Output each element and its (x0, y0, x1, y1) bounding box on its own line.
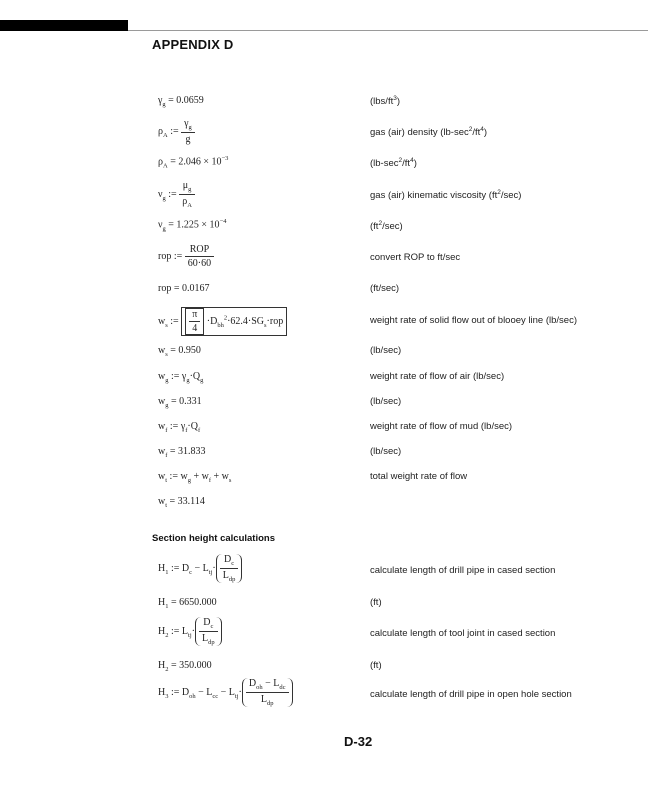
equation-description: calculate length of drill pipe in cased section (370, 565, 556, 576)
section-heading: Section height calculations (152, 533, 275, 544)
equation-description: $(ft^2/\sec)$ (370, 220, 403, 233)
equation: $w_f$ := $\gamma_f\cdot Q_f$ (158, 421, 201, 434)
equation-description (370, 95, 400, 107)
equation: $w_s = 0.950$ (158, 345, 201, 358)
equation-description: gas (air) density $(lb-\sec^2/ft^4)$ (370, 126, 488, 139)
equation-description: calculate length of tool joint in cased section (370, 628, 556, 639)
equation: $\rho_A = 2.046 \times 10^{-3}$ (158, 155, 229, 170)
equation-description: weight rate of solid flow out of blooey line (lb/sec) (370, 315, 577, 326)
page-title: APPENDIX D (152, 37, 234, 52)
equation-description: calculate length of drill pipe in open hole section (370, 689, 572, 700)
equation: $\nu_g$ := $\frac{\mu_g}{\rho_A}$ (158, 180, 195, 209)
equation: $w_f = 31.833$ (158, 446, 206, 459)
equation: $w_s$ := $\frac{\pi}{4}$ $\cdot D_{bh}^2\cdot 62.4\cdot SG_s\cdot rop$ (158, 307, 287, 336)
equation-description: (ft) (370, 660, 382, 671)
equation-description: total weight rate of flow (370, 471, 468, 482)
equation: $\nu_g = 1.225 \times 10^{-4}$ (158, 218, 227, 233)
equation: $\gamma_g = 0.0659$ (158, 95, 204, 108)
equation: $H_1$ := $D_c - L_{tj}\cdot$ $\frac{D_c}{L_{dp}}$ (158, 554, 242, 583)
equation: $H_1 = 6650.000$ (158, 597, 217, 610)
equation-description: $(lb-\sec^2/ft^4)$ (370, 157, 417, 170)
equation: $H_2$ := $L_{tj}\cdot$ $\frac{D_c}{L_{dp}}$ (158, 617, 222, 646)
equation-description: weight rate of flow of air (lb/sec) (370, 371, 505, 382)
equation: $w_g = 0.331$ (158, 396, 202, 409)
header-bar (0, 20, 128, 31)
equation: rop := $\frac{\text{ROP}}{60\cdot 60}$ (158, 244, 214, 269)
equation: rop = 0.0167 (158, 283, 210, 294)
equation-description: gas (air) kinematic viscosity $(ft^2/\sec)$ (370, 189, 522, 202)
equation: $w_g$ := $\gamma_g\cdot Q_g$ (158, 371, 204, 384)
equation-description: (lb/sec) (370, 396, 402, 407)
equation-description: convert ROP to ft/sec (370, 252, 461, 263)
equation: $w_t = 33.114$ (158, 496, 205, 509)
desc-text: $(lbs/ft^3)$ (370, 95, 401, 108)
equation-description: (ft) (370, 597, 382, 608)
page-number: D-32 (344, 734, 373, 749)
equation: $w_t$ := $w_g + w_f + w_s$ (158, 471, 232, 484)
equation-description: weight rate of flow of mud (lb/sec) (370, 421, 513, 432)
equation-description: (lb/sec) (370, 345, 402, 356)
equation-description: (ft/sec) (370, 283, 400, 294)
header-rule (128, 30, 648, 31)
equation: $\rho_A$ := $\frac{\gamma_g}{g}$ (158, 118, 195, 145)
equation: $H_2 = 350.000$ (158, 660, 212, 673)
equation-description: (lb/sec) (370, 446, 402, 457)
equation: $H_3$ := $D_{oh} - L_{cc} - L_{tj}\cdot$ $\frac{D_{oh} - L_{dc}}{L_{dp}}$ (158, 678, 293, 707)
